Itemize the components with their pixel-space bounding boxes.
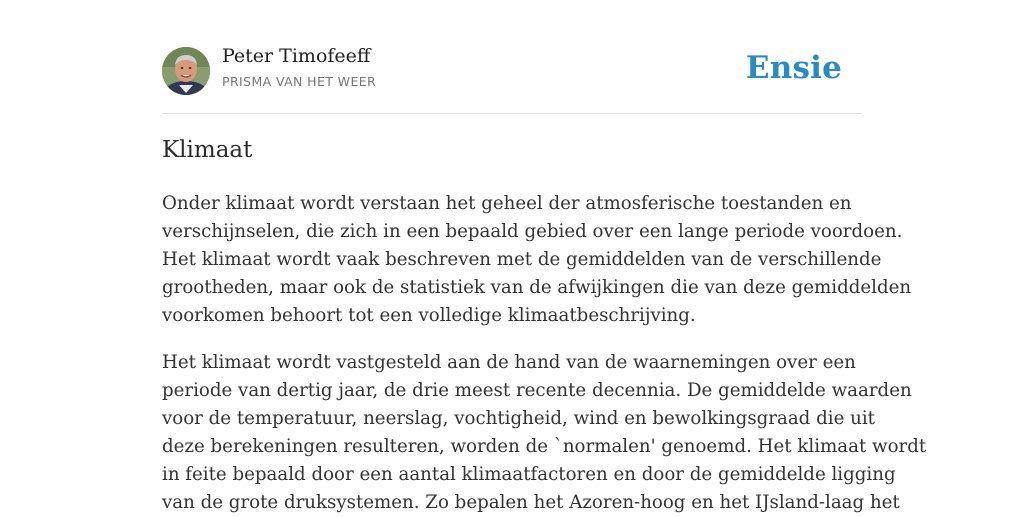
brand-logo[interactable]: Ensie [745,50,842,86]
page-container [162,0,927,513]
article-title: Klimaat [162,137,253,163]
paragraph-line: Het klimaat wordt vaak beschreven met de gemiddelden van de verschillende [162,249,882,270]
paragraph-line: Het klimaat wordt vastgesteld aan de hand van de waarnemingen over een [162,352,856,373]
paragraph-line: grootheden, maar ook de statistiek van de afwijkingen die van deze gemiddelden [162,277,912,298]
publication-name[interactable]: PRISMA VAN HET WEER [222,74,377,89]
article-paragraph [162,190,912,330]
article-header [162,0,862,114]
author-avatar[interactable] [162,47,210,95]
paragraph-line: voor de temperatuur, neerslag, vochtigheid, wind en bewolkingsgraad die uit [162,408,875,429]
paragraph-line: periode van dertig jaar, de drie meest recente decennia. De gemiddelde waarden [162,380,912,401]
paragraph-line: in feite bepaald door een aantal klimaatfactoren en door de gemiddelde ligging [162,464,896,485]
paragraph-line: deze berekeningen resulteren, worden de `normalen' genoemd. Het klimaat wordt [162,436,927,457]
paragraph-line: voorkomen behoort tot een volledige klimaatbeschrijving. [162,305,696,326]
article-paragraph [162,349,927,517]
paragraph-line: verschijnselen, die zich in een bepaald gebied over een lange periode voordoen. [162,221,903,242]
paragraph-line: van de grote druksystemen. Zo bepalen het Azoren-hoog en het IJsland-laag het [162,492,900,513]
avatar-portrait-icon [162,47,210,95]
author-name[interactable]: Peter Timofeeff [222,45,371,67]
paragraph-line: Onder klimaat wordt verstaan het geheel der atmosferische toestanden en [162,193,852,214]
